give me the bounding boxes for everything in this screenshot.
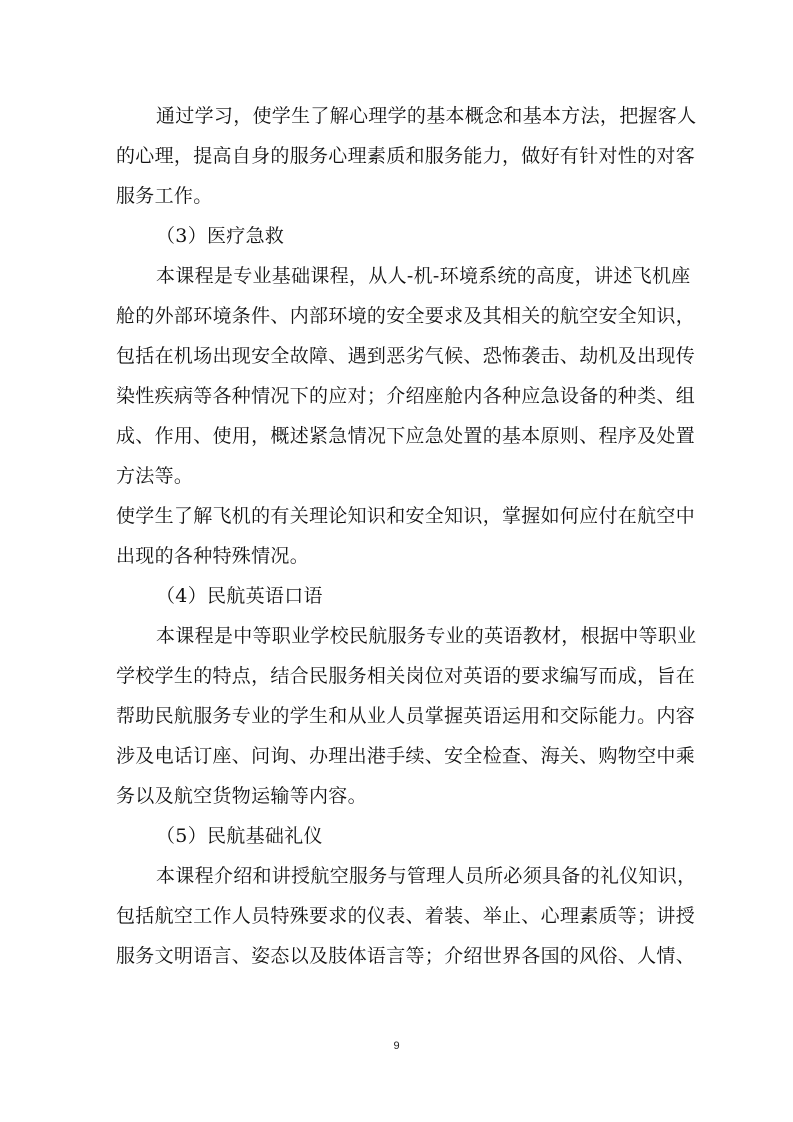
paragraph-line: 包括在机场出现安全故障、遇到恶劣气候、恐怖袭击、劫机及出现传: [116, 345, 696, 367]
paragraph-line: 本课程是中等职业学校民航服务专业的英语教材，根据中等职业: [156, 625, 697, 647]
paragraph-line: 的心理，提高自身的服务心理素质和服务能力，做好有针对性的对客: [116, 145, 696, 167]
page-number: 9: [393, 1040, 400, 1052]
paragraph-line: 通过学习，使学生了解心理学的基本概念和基本方法，把握客人: [156, 105, 697, 127]
paragraph-line: 本课程介绍和讲授航空服务与管理人员所必须具备的礼仪知识，: [156, 865, 697, 887]
paragraph-line: 本课程是专业基础课程，从人-机-环境系统的高度，讲述飞机座: [156, 265, 691, 287]
body-text: [116, 96, 697, 976]
section-heading-5: （5）民航基础礼仪: [156, 825, 323, 847]
paragraph-line: 务以及航空货物运输等内容。: [116, 785, 367, 807]
paragraph-line: 方法等。: [116, 465, 194, 487]
paragraph-line: 服务工作。: [116, 185, 213, 207]
paragraph-line: 包括航空工作人员特殊要求的仪表、着装、举止、心理素质等；讲授: [116, 905, 696, 927]
paragraph-line: 学校学生的特点，结合民服务相关岗位对英语的要求编写而成，旨在: [116, 665, 696, 687]
paragraph-line: 帮助民航服务专业的学生和从业人员掌握英语运用和交际能力。内容: [116, 705, 696, 727]
paragraph-line: 涉及电话订座、问询、办理出港手续、安全检查、海关、购物空中乘: [116, 745, 696, 767]
paragraph-line: 服务文明语言、姿态以及肢体语言等；介绍世界各国的风俗、人情、: [116, 945, 696, 967]
paragraph-line: 染性疾病等各种情况下的应对；介绍座舱内各种应急设备的种类、组: [116, 385, 696, 407]
section-heading-4: （4）民航英语口语: [156, 585, 323, 607]
paragraph-line: 成、作用、使用，概述紧急情况下应急处置的基本原则、程序及处置: [116, 425, 696, 447]
paragraph-line: 舱的外部环境条件、内部环境的安全要求及其相关的航空安全知识，: [116, 305, 696, 327]
paragraph-line: 使学生了解飞机的有关理论知识和安全知识，掌握如何应付在航空中: [116, 505, 696, 527]
paragraph-line: 出现的各种特殊情况。: [116, 545, 310, 567]
section-heading-3: （3）医疗急救: [156, 225, 285, 247]
